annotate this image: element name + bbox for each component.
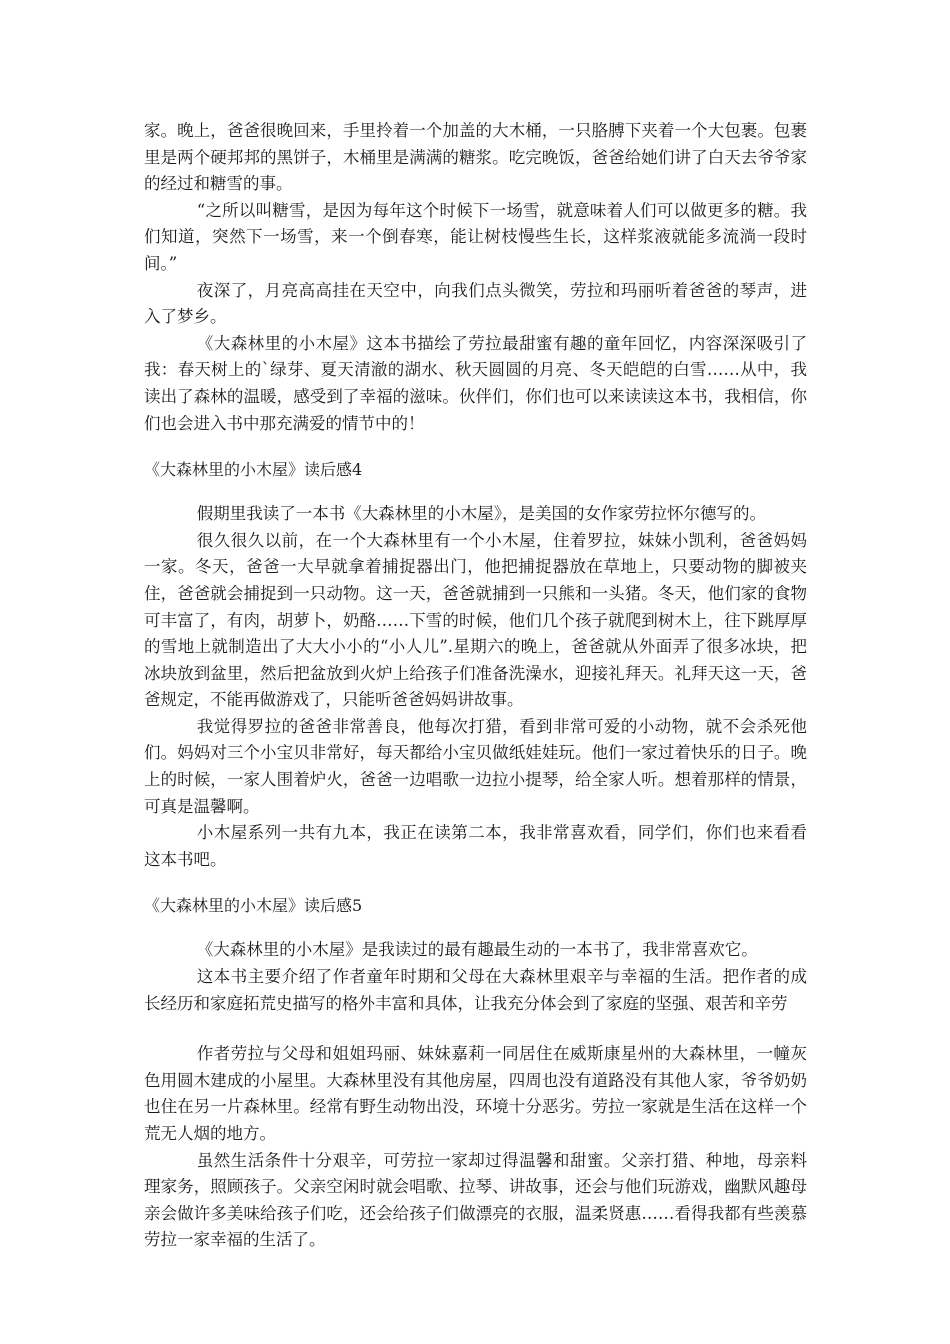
section-heading: 《大森林里的小木屋》读后感5 <box>144 896 363 916</box>
paragraph: 这本书主要介绍了作者童年时期和父母在大森林里艰辛与幸福的生活。把作者的成长经历和家庭拓荒史描写的格外丰富和具体，让我充分体会到了家庭的坚强、艰苦和辛劳 <box>144 967 807 1013</box>
paragraph: 作者劳拉与父母和姐姐玛丽、妹妹嘉莉一同居住在威斯康星州的大森林里，一幢灰色用圆木建成的小屋里。大森林里没有其他房屋，四周也没有道路没有其他人家，爷爷奶奶也住在另一片森林里。经常有野生动物出没，环境十分恶劣。劳拉一家就是生活在这样一个荒无人烟的地方。 <box>144 1044 807 1143</box>
paragraph: 家。晚上，爸爸很晚回来，手里拎着一个加盖的大木桶，一只胳膊下夹着一个大包裹。包裹里是两个硬邦邦的黑饼子，木桶里是满满的糖浆。吃完晚饭，爸爸给她们讲了白天去爷爷家的经过和糖雪的事。 <box>144 121 807 194</box>
paragraph: 我觉得罗拉的爸爸非常善良，他每次打猎，看到非常可爱的小动物，就不会杀死他们。妈妈对三个小宝贝非常好，每天都给小宝贝做纸娃娃玩。他们一家过着快乐的日子。晚上的时候，一家人围着炉火，爸爸一边唱歌一边拉小提琴，给全家人听。想着那样的情景，可真是温馨啊。 <box>144 716 807 816</box>
paragraph: 夜深了，月亮高高挂在天空中，向我们点头微笑，劳拉和玛丽听着爸爸的琴声，进入了梦乡。 <box>144 280 807 327</box>
paragraph: “之所以叫糖雪，是因为每年这个时候下一场雪，就意味着人们可以做更多的糖。我们知道，突然下一场雪，来一个倒春寒，能让树枝慢些生长，这样浆液就能多流淌一段时间。” <box>144 200 807 273</box>
paragraph: 小木屋系列一共有九本，我正在读第二本，我非常喜欢看，同学们，你们也来看看这本书吧。 <box>144 823 807 869</box>
paragraph: 很久很久以前，在一个大森林里有一个小木屋，住着罗拉，妹妹小凯利，爸爸妈妈一家。冬天，爸爸一大早就拿着捕捉器出门，他把捕捉器放在草地上，只要动物的脚被夹住，爸爸就会捕捉到一只动物。这一天，爸爸就捕到一只熊和一头猪。冬天，他们家的食物可丰富了，有肉，胡萝卜，奶酪……下雪的时候，他们几个孩子就爬到树木上，往下跳厚厚的雪地上就制造出了大大小小的“小人儿”.星期六的晚上，爸爸就从外面弄了很多冰块，把冰块放到盆里，然后把盆放到火炉上给孩子们准备洗澡水，迎接礼拜天。礼拜天这一天，爸爸规定，不能再做游戏了，只能听爸爸妈妈讲故事。 <box>144 530 807 710</box>
section-heading: 《大森林里的小木屋》读后感4 <box>144 460 363 480</box>
paragraph: 《大森林里的小木屋》是我读过的最有趣最生动的一本书了，我非常喜欢它。 <box>196 940 758 960</box>
document-page <box>144 118 807 1254</box>
paragraph: 假期里我读了一本书《大森林里的小木屋》，是美国的女作家劳拉怀尔德写的。 <box>196 504 767 524</box>
paragraph: 《大森林里的小木屋》这本书描绘了劳拉最甜蜜有趣的童年回忆，内容深深吸引了我：春天树上的`绿芽、夏天清澈的湖水、秋天圆圆的月亮、冬天皑皑的白雪……从中，我读出了森林的温暖，感受到了幸福的滋味。伙伴们，你们也可以来读读这本书，我相信，你们也会进入书中那充满爱的情节中的！ <box>144 333 807 433</box>
paragraph: 虽然生活条件十分艰辛，可劳拉一家却过得温馨和甜蜜。父亲打猎、种地，母亲料理家务，照顾孩子。父亲空闲时就会唱歌、拉琴、讲故事，还会与他们玩游戏，幽默风趣母亲会做许多美味给孩子们吃，还会给孩子们做漂亮的衣服，温柔贤惠……看得我都有些羡慕劳拉一家幸福的生活了。 <box>144 1150 807 1250</box>
